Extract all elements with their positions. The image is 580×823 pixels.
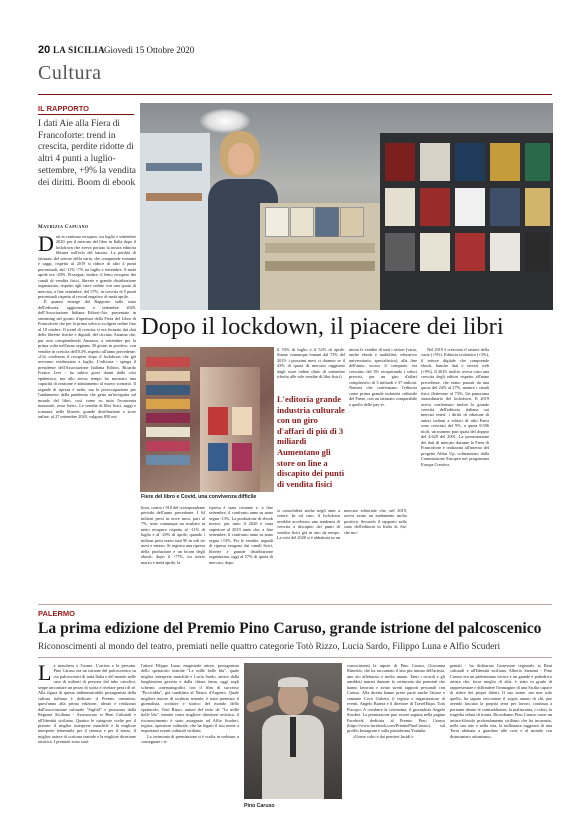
paragraph: a maschera e l'uomo. L'artista e la persona. Pino Caruso era un istrione del palcoscenico su cui palcoscenici di tutta Italia e del mondo nelle case di milioni di persone dal tubo catodico, seppe raccontare un pezzo di storia e rivelare pezzi di sé. Alla figura di questo indimenticabile protagonista della cultura italiana è dedicato il Premio omonimo, quest'anno alla prima edizione, ideato e realizzato dall'associazione culturale "Sigfrid" e promosso dalla Regione Siciliana - Assessorato ai Beni Culturali e all'Identità siciliana. Quattro le categorie scelte per il premio: il miglior interprete maschile e la migliore interprete femminile per il cinema e per il teatro, il miglior autore di scrittura teatrale e la migliore direzione artistica. I premiati sono stati:	[38, 663, 136, 745]
dropcap: D	[38, 234, 54, 256]
paragraph: lioni, contro i 918 del corrispondente periodo dell'anno precedente. I 64 milioni persi in nove mesi, pari al 7%, sono comunque un risultato in netto recupero rispetto al -11% di luglio e al -20% di aprile, quando i milioni persi erano stati 90 in soli tre mesi e mezzo. Si registra una ripresa della produzione e un boom degli ebook: dopo il -77%, tra inizio marzo e metà aprile, la	[141, 505, 205, 565]
photo-caption: Fiere del libro e Covid, una convivenza difficile	[141, 494, 257, 500]
article1-column-6	[421, 347, 489, 600]
book	[146, 357, 190, 367]
article1-column-1	[38, 234, 136, 600]
book	[146, 427, 190, 437]
article-separator	[38, 604, 552, 605]
paragraph: il 53% di luglio e il 52% di aprile. Siamo comunque lontani dal 73% del 2019: i prossimi mesi ci diranno se il 43% di quota di mercato raggiunto dagli store online (dato di settembre riferito alle sole vendite di libri fisici)	[277, 347, 345, 380]
paragraph: ati in continuo recupero, tra luglio e settembre 2020, per il mercato del libro in Italia dopo il lockdown che aveva portato la nostra editoria libraria sull'orlo del baratro. La perdita di fatturato del settore della varia, che comprende romanzi e saggi, rispetto al 2019 si riduce di altri 4 punti percentuali, dal -11% -7% tra luglio e settembre. A metà aprile era -20%. Prosegue, inoltre, il lento recupero dei canali di vendita fisici, librerie e grande distribuzione organizzata, rispetto agli store online con una quota di mercato, a fine settembre, del 57%, in crescita di 5 punti percentuali rispetto al record negativo di metà aprile.	[38, 234, 136, 299]
book	[455, 143, 485, 181]
book	[420, 188, 450, 226]
book	[208, 407, 228, 435]
bookfair-photo	[140, 103, 553, 310]
article1-column-4b	[277, 508, 407, 600]
book	[385, 143, 415, 181]
book	[490, 233, 520, 271]
book	[385, 188, 415, 226]
book	[455, 233, 485, 271]
book	[232, 407, 252, 435]
book	[525, 143, 550, 181]
article1-headline: Dopo il lockdown, il piacere dei libri	[141, 313, 504, 340]
book	[290, 207, 314, 237]
dropcap: L	[38, 663, 52, 685]
book-stack	[265, 261, 375, 271]
paper-name: LA SICILIA	[53, 45, 105, 55]
bookfair-stand-photo	[140, 347, 274, 492]
pino-caruso-photo	[244, 663, 342, 799]
pullquote: L'editoria grande industria culturale con un giro d'affari di più di 3 miliardi Aumentano gli store on line a discapito dei punti di vendita fisici	[277, 394, 345, 489]
book	[146, 385, 190, 395]
book	[340, 207, 364, 237]
article2-column-1	[38, 663, 136, 818]
issue-date: Giovedì 15 Ottobre 2020	[104, 45, 195, 55]
paragraph: si consoliderà anche negli anni a venire. In tal caso, il lockdown avrebbe accelerato una tendenza di crescita a discapito dei punti di vendita fisici già in atto da tempo. La crisi del 2020 si è abbattuta su un mercato editoriale che, nel 2019, aveva avuto un andamento molto positivo. Secondo il rapporto sullo stato dell'editoria in Italia di Aie, che mo-	[277, 508, 407, 541]
shelf-left	[140, 133, 210, 310]
books-row	[146, 193, 202, 201]
kicker-rule	[38, 114, 134, 115]
author-byline: Maurizia Capuano	[38, 225, 89, 230]
paragraph: ripresa è stata costante e, a fine settembre, il confronto anno su anno segna -13%. La produzione di ebook invece, per tutto il 2020 è stata superiore al 2019 tanto che, a fine settembre, il confronto anno su anno segna +13%. Per le vendite, segnali di ripresa vengono dai canali fisici, librerie e grande distribuzione organizzata, oggi al 57% di quota di mercato, dopo	[209, 505, 273, 565]
paragraph: È quanto emerge dal Rapporto sullo stato dell'editoria, aggiornato a settembre 2020, dell'Associazione Italiana Editori-Aie, presentato in streaming nel giorno d'apertura della Fiera del Libro di Francoforte che per la prima volta si svolgerà online fino al 18 ottobre. Il trend di crescita si era fermato dai dati delle librerie fisiche e digitali, del circuito Arianna che, pur non comprendendo Amazon, a settembre per la prima volta nell'anno segnano 30 giorni in positivo, con vendite in crescita dell'0,3% rispetto all'anno precedente. «Ciò conferma il recupero dopo il lockdown che già avevamo evidenziato a luglio. L'editoria - spiega il presidente dell'Associazione Italiana Editori, Ricardo Franco Levi - ha subito gravi danni dalla crisi epidemica, ma allo stesso tempo ha mostrato una capacità di reazione e adattamento al nuovo scenario. Il segnale di ripresa è netto, ma la preoccupazione per l'andamento della pandemia che getta un'incognita sul mondo del libro, così come su tutta l'economia nazionale, resta forte». Le vendite di libri fisici, saggi e romanzi, nelle librerie, grande distribuzione e store online, al 27 settembre 2020, valgono 850 mi-	[38, 299, 136, 419]
hair	[278, 677, 308, 687]
book-stack	[265, 243, 375, 253]
book	[525, 233, 550, 271]
photo-caption: Pino Caruso	[244, 803, 275, 809]
book	[525, 188, 550, 226]
book	[146, 413, 190, 423]
paragraph: l'attore Filippo Luna, magistrale attore, protagonista dello spettacolo teatrale "Le mille bolle blu", quale miglior interprete maschile e Lucia Sardo, attrice dalla lunghissima gavetta e dalla chiara fama, oggi sugli schermi cinematografici con il film di successo "Picciridda", già candidata al Nastro d'Argento. Quale migliore autore di scrittura teatrale, è stato premiato il giornalista, scrittore e storico del mondo dello spettacolo, Totò Rizzo, autore del testo de "Le mille bolle blu", mentre come migliore direzione artistica, il riconoscimento è stato assegnato ad Alfio Scuderi, regista, operatore culturale, che ha legato il suo nome a importanti eventi culturali siciliani.	[141, 663, 239, 734]
article2-headline: La prima edizione del Premio Pino Caruso, grande istrione del palcoscenico	[38, 620, 542, 637]
article2-subhead: Riconoscimenti al mondo del teatro, premiati nelle quattro categorie Totò Rizzo, Lucia Sardo, Filippo Luna e Alfio Scuderi	[38, 642, 501, 652]
article1-column-2	[141, 505, 205, 600]
book	[455, 188, 485, 226]
paragraph: «Uomo colto e dai pensieri lucidi e	[353, 733, 414, 739]
article2-column-2	[141, 663, 239, 818]
book	[490, 188, 520, 226]
kicker-rapporto: IL RAPPORTO	[38, 104, 89, 113]
book	[385, 233, 415, 271]
books-row	[146, 163, 202, 171]
paragraph: nitora le vendite di tutti i settori (varia, anche ebook e audiolibri, educativo universitario, specialistico), alla fine dell'anno scorso il comparto era cresciuto del 3% recuperando i valori precrisi, per un giro d'affari complessivo di 3 miliardi e 37 milioni. Numeri che confermano l'editoria come prima grande industria culturale del Paese, con un fatturato comparabile a quello delle pay-tv.	[349, 347, 417, 407]
book	[420, 143, 450, 181]
face	[228, 143, 254, 175]
tie	[290, 717, 296, 757]
section-rule	[38, 94, 552, 95]
book	[315, 207, 339, 237]
paragraph: conoscimenti la nipote di Pino Caruso, Giovanna Rimedio, che ha raccontato il lato più intimo dell'artista, uno zio affettuoso e molto amato. Tanti i ricordi e gli aneddoti narrati durante la cerimonia dai premiati che hanno lavorato e avuto stretti rapporti personali con Caruso. Alla diretta hanno preso parte anche l'attore e cantante Cocò Gulotta, il regista e organizzatore di eventi, Angelo Butera e il direttore di TravelEtipo, Totò Piscopo. A condurre la cerimonia, il giornalista Angelo Scuderi. La premiazione può essere seguita nella pagina Facebook dedicata al Premio Pino Caruso (https://www.facebook.com/PremioPinoCaruso), sul profilo Instagram e sulla piattaforma Youtube.	[347, 663, 445, 734]
book	[208, 443, 228, 471]
subhead-rule	[38, 657, 552, 658]
paragraph: Nel 2019 è cresciuto il settore della varia (+5%). Editoria scolastica (+3%), il settore digitale che comprende ebook, banche dati e servizi web (+9%). Il 2019, inoltre, aveva visto una crescita degli editori rispetto all'anno precedente, che erano passati da una quota del 24% al 27%, mentre i canali fisici flettevano al 73%. Un panorama straordinario del lockdown. Il 2019 aveva confermato inoltre la grande crescita dell'editoria italiana sui mercati esteri: i diritti di edizione di autori italiani a editori di altri Paesi sono cresciuti del 9%, a quota 8.596 titoli, un numero pari quasi del doppio del 4.629 del 2001. La presentazione dei dati di mercato durante la Fiera di Francoforte è realizzata all'interno del progetto Aldus Up, cofinanziato dalla Commissione Europea nel programma Europa Creativa.	[421, 347, 489, 467]
book	[232, 443, 252, 471]
section-title: Cultura	[38, 62, 102, 84]
book	[146, 371, 190, 381]
article-summary: I dati Aie alla Fiera di Francoforte: trend in crescita, perdite ridotte di altri 4 punti a luglio-settembre, +9% la vendita dei diritti. Boom di ebook	[38, 119, 136, 188]
article2-column-3	[347, 663, 445, 818]
page-number: 20	[38, 44, 51, 56]
article1-column-3	[209, 505, 273, 600]
article2-column-4	[450, 663, 552, 818]
book	[265, 207, 289, 237]
paragraph: geniali - ha dichiarato l'assessore regionale ai Beni culturali e all'Identità siciliana, Alberto Samonà - Pino Caruso era un palermitano verace e un grande e poliedrico artista che, forse meglio di altri, è stato in grado di rappresentare e diffondere l'immagine di una Sicilia capace di ridere dei propri difetti. Il suo nome, ma non solo quello, ha saputo raccontare il sogno amaro di chi, pur avendo lasciato la propria terra per lavoro, continua a portarne dentro le contraddizioni, la malinconia, i colori, la tragedia velata di ironia. Ricordiamo Pino Caruso come un artista-filosofo profondamente siciliano che ha incarnato, nella sua arte e nella vita, la millenaria saggezza di una Terra abituata a guardare alle cose e al mondo con disincantato ottimismo».	[450, 663, 552, 739]
raised-arm	[245, 695, 275, 714]
raised-arm	[311, 695, 341, 714]
article1-column-4a	[277, 347, 345, 391]
book	[146, 455, 190, 465]
book	[490, 143, 520, 181]
book	[420, 233, 450, 271]
book	[146, 441, 190, 451]
paragraph: La cerimonia di premiazione si è svolta in webinar, a consegnare i ri-	[141, 733, 239, 745]
kicker-palermo: PALERMO	[38, 609, 75, 618]
article1-column-5	[349, 347, 417, 507]
book	[146, 399, 190, 409]
